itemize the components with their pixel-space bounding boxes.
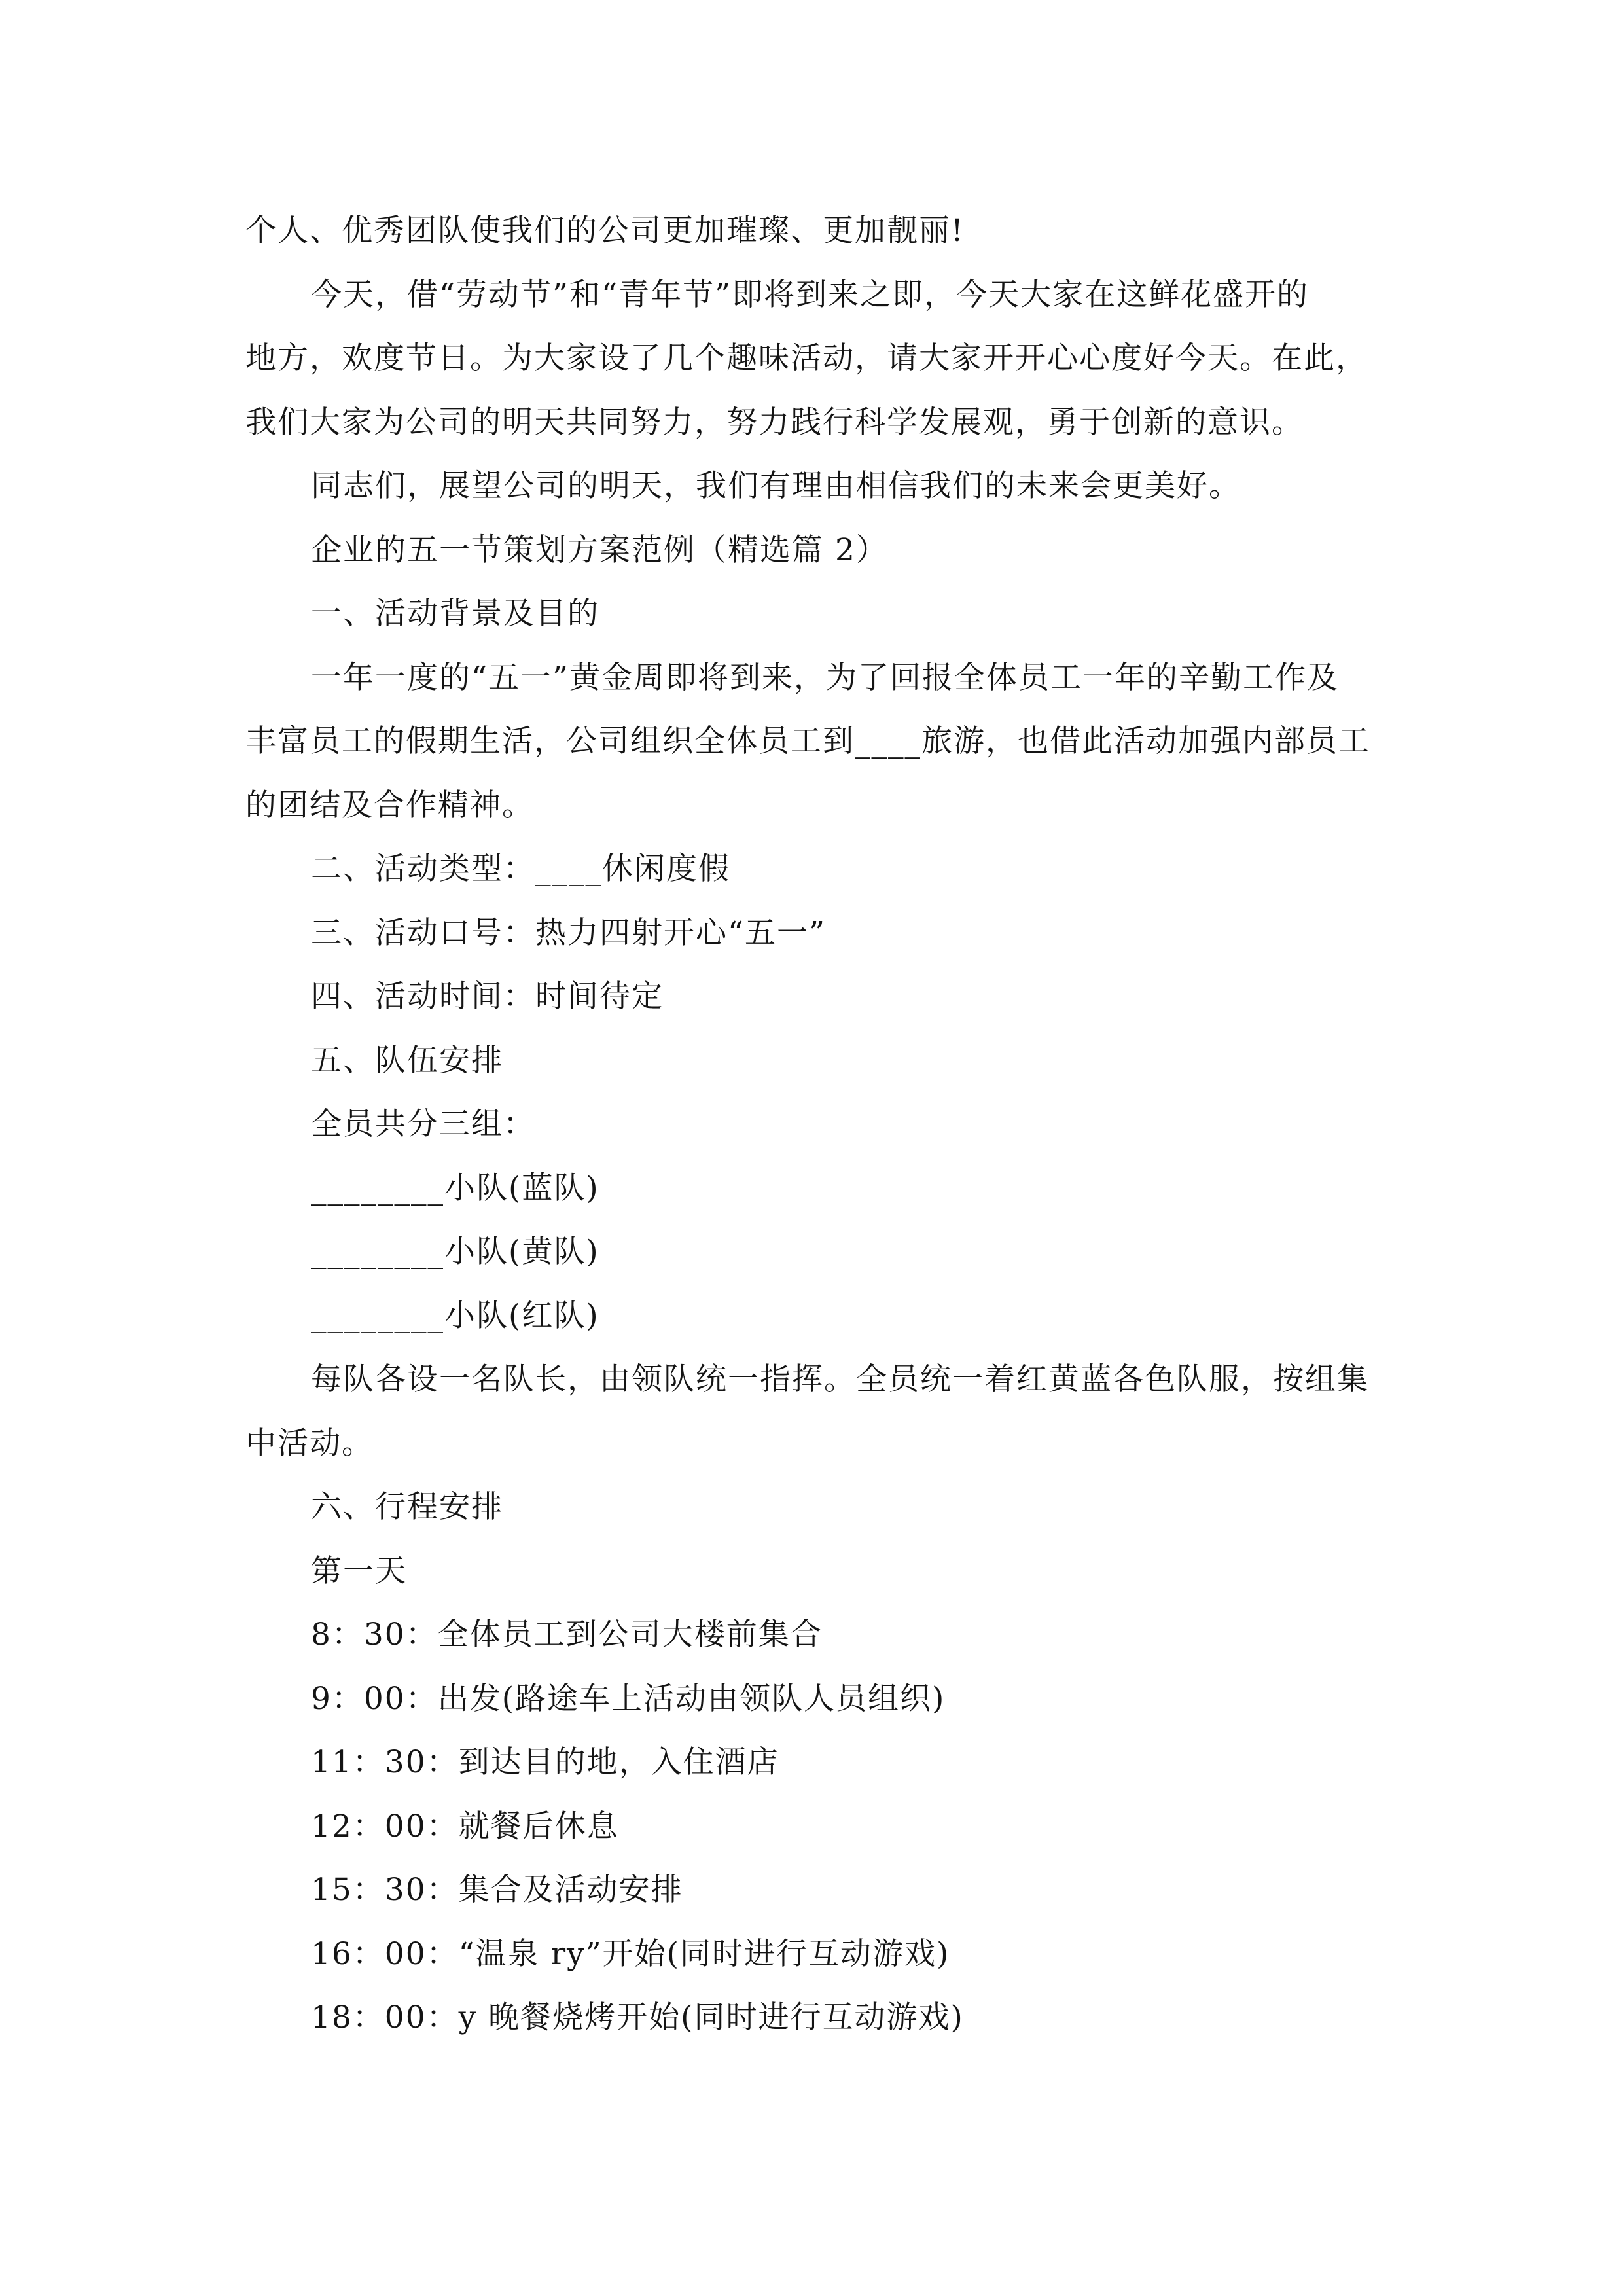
- text-line: 15：30：集合及活动安排: [311, 1872, 683, 1908]
- text-line: 六、行程安排: [311, 1489, 503, 1525]
- text-line: 企业的五一节策划方案范例（精选篇 2）: [311, 531, 888, 568]
- text-line: 一年一度的“五一”黄金周即将到来，为了回报全体员工一年的辛勤工作及: [311, 659, 1340, 696]
- text-line: 同志们，展望公司的明天，我们有理由相信我们的未来会更美好。: [311, 468, 1241, 504]
- text-line: ________小队(蓝队): [311, 1170, 599, 1206]
- text-line: 今天，借“劳动节”和“青年节”即将到来之即，今天大家在这鲜花盛开的: [311, 276, 1310, 313]
- text-line: 11：30：到达目的地，入住酒店: [311, 1744, 779, 1780]
- text-line: 8：30：全体员工到公司大楼前集合: [311, 1617, 823, 1653]
- text-line: 三、活动口号：热力四射开心“五一”: [311, 914, 827, 951]
- text-line: 第一天: [311, 1552, 407, 1589]
- text-line: 一、活动背景及目的: [311, 596, 599, 632]
- text-line: 全员共分三组：: [311, 1106, 535, 1142]
- text-line: 每队各设一名队长，由领队统一指挥。全员统一着红黄蓝各色队服，按组集: [311, 1361, 1369, 1397]
- text-line: 个人、优秀团队使我们的公司更加璀璨、更加靓丽!: [245, 213, 965, 249]
- text-line: 16：00：“温泉 ry”开始(同时进行互动游戏): [311, 1935, 950, 1972]
- text-line: 丰富员工的假期生活，公司组织全体员工到____旅游，也借此活动加强内部员工: [245, 723, 1370, 759]
- text-line: ________小队(红队): [311, 1297, 599, 1334]
- text-line: 我们大家为公司的明天共同努力，努力践行科学发展观，勇于创新的意识。: [245, 404, 1304, 440]
- text-line: 18：00：y 晚餐烧烤开始(同时进行互动游戏): [311, 2000, 964, 2036]
- text-line: 的团结及合作精神。: [245, 787, 534, 823]
- text-line: 12：00：就餐后休息: [311, 1808, 619, 1844]
- text-line: 四、活动时间：时间待定: [311, 978, 664, 1014]
- text-line: 中活动。: [245, 1425, 374, 1462]
- text-line: 地方，欢度节日。为大家设了几个趣味活动，请大家开开心心度好今天。在此，: [245, 340, 1368, 376]
- text-line: 9：00：出发(路途车上活动由领队人员组织): [311, 1680, 946, 1717]
- text-line: ________小队(黄队): [311, 1234, 599, 1270]
- document-body: [245, 199, 1384, 2050]
- text-line: 二、活动类型：____休闲度假: [311, 851, 730, 887]
- text-line: 五、队伍安排: [311, 1042, 503, 1079]
